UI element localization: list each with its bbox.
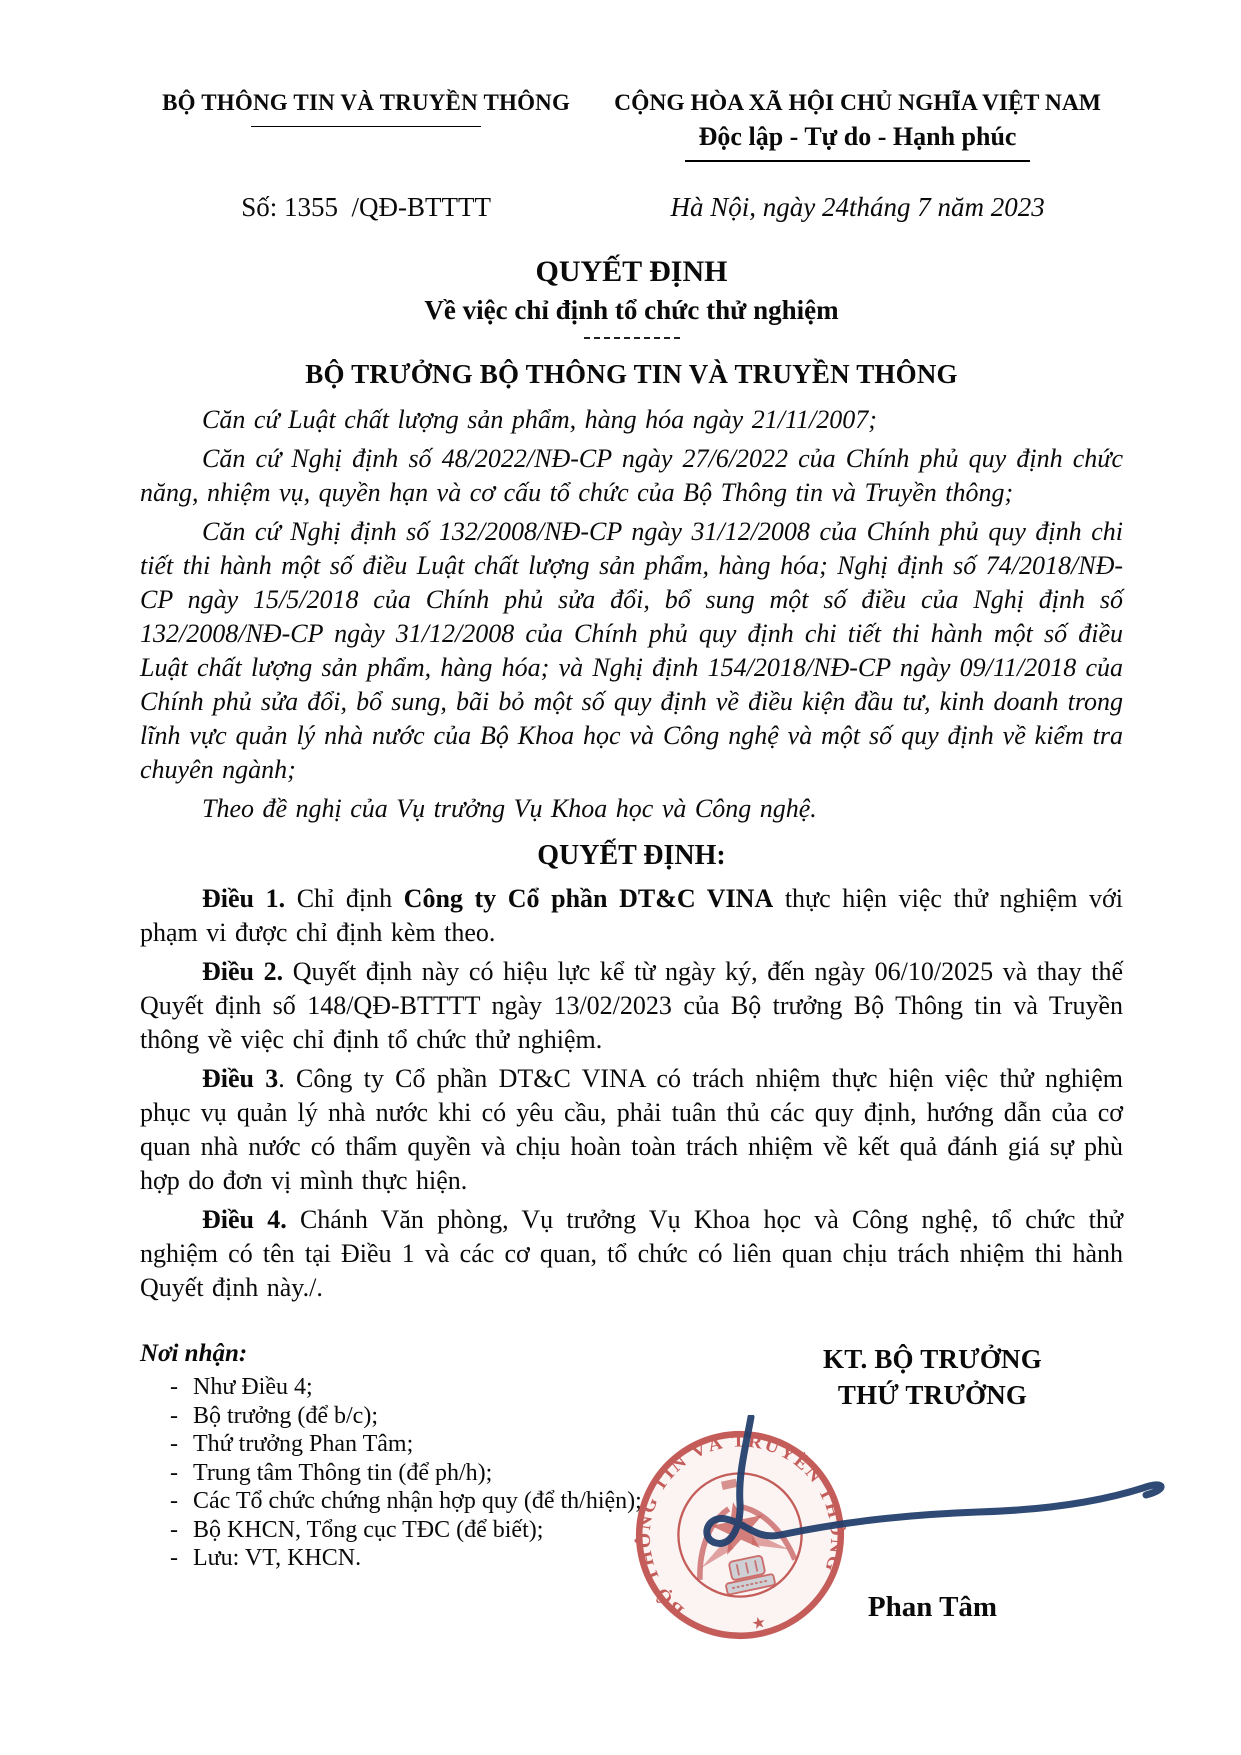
document-header [140,88,1123,162]
dash-bullet: - [170,1431,178,1457]
preamble-paragraph-4: Theo đề nghị của Vụ trưởng Vụ Khoa học và Công nghệ. [202,794,817,823]
recipient-item [140,1516,700,1545]
recipient-text: Các Tổ chức chứng nhận hợp quy (để th/hiện); [193,1488,642,1514]
doc-number: Số: 1355 /QĐ-BTTTT [241,192,491,222]
seal-bottom-star-icon: ★ [750,1613,768,1634]
dash-bullet: - [170,1402,178,1429]
preamble-paragraph-2: Căn cứ Nghị định số 48/2022/NĐ-CP ngày 27/6/2022 của Chính phủ quy định chức năng, nhiệm vụ, quyền hạn và cơ cấu tổ chức của Bộ Thông tin và Truyền thông; [140,444,1123,507]
org-name: BỘ THÔNG TIN VÀ TRUYỀN THÔNG [162,90,571,115]
motto-underline [685,160,1030,162]
article-4-text: Chánh Văn phòng, Vụ trưởng Vụ Khoa học và Công nghệ, tổ chức thử nghiệm có tên tại Điều 1 và các cơ quan, tổ chức có liên quan chịu trách nhiệm thi hành Quyết định này./. [140,1205,1123,1302]
dash-bullet: - [170,1545,178,1571]
article-2-text: Quyết định này có hiệu lực kể từ ngày ký, đến ngày 06/10/2025 và thay thế Quyết định số 148/QĐ-BTTTT ngày 13/02/2023 của Bộ trưởng Bộ Thông tin và Truyền thông về việc chỉ định tổ chức thử nghiệm. [140,957,1124,1054]
subtitle-dash-rule [584,337,680,339]
recipient-text: Bộ trưởng (để b/c); [193,1402,378,1429]
header-org-block [140,88,592,162]
article-1-company: Công ty Cổ phần DT&C VINA [403,884,774,913]
recipient-item [140,1373,700,1402]
recipient-text: Như Điều 4; [193,1374,313,1400]
kt-bo-truong-line: KT. BỘ TRƯỞNG [823,1344,1042,1374]
doc-subtitle: Về việc chỉ định tổ chức thử nghiệm [424,295,839,325]
article-3-text: . Công ty Cổ phần DT&C VINA có trách nhiệm thực hiện việc thử nghiệm phục vụ quản lý nhà nước khi có yêu cầu, phải tuân thủ các quy định, hướng dẫn của cơ quan nhà nước có thẩm quyền và chịu hoàn toàn trách nhiệm về kết quả đánh giá sự phù hợp do đơn vị mình thực hiện. [140,1064,1124,1195]
recipient-item [140,1430,700,1459]
recipient-item [140,1544,700,1573]
doc-title: QUYẾT ĐỊNH [535,255,728,288]
issuer-line: BỘ TRƯỞNG BỘ THÔNG TIN VÀ TRUYỀN THÔNG [305,359,958,389]
national-title: CỘNG HÒA XÃ HỘI CHỦ NGHĨA VIỆT NAM [614,90,1101,116]
org-name-underline [251,126,481,127]
recipient-text: Thứ trưởng Phan Tâm; [193,1431,414,1457]
article-1-text-pre: Chỉ định [285,884,404,913]
dash-bullet: - [170,1459,178,1486]
header-national-block [592,88,1123,162]
article-1 [140,882,1123,950]
article-1-text-post: thực hiện việc thử nghiệm với phạm vi được chỉ định kèm theo. [140,884,1123,947]
recipient-text: Bộ KHCN, Tổng cục TĐC (để biết); [193,1516,544,1543]
article-1-lead: Điều 1. [202,884,286,913]
preamble-paragraph-3: Căn cứ Nghị định số 132/2008/NĐ-CP ngày 31/12/2008 của Chính phủ quy định chi tiết thi hành một số điều Luật chất lượng sản phẩm, hàng hóa; Nghị định số 74/2018/NĐ-CP ngày 15/5/2018 của Chính phủ sửa đổi, bổ sung một số điều của Nghị định số 132/2008/NĐ-CP ngày 31/12/2008 của Chính phủ quy định chi tiết thi hành một số điều Luật chất lượng sản phẩm, hàng hóa; và Nghị định 154/2018/NĐ-CP ngày 09/11/2018 của Chính phủ sửa đổi, bổ sung, bãi bỏ một số quy định về điều kiện đầu tư, kinh doanh trong lĩnh vực quản lý nhà nước của Bộ Khoa học và Công nghệ và một số quy định về kiểm tra chuyên ngành; [140,517,1123,784]
thu-truong-line: THỨ TRƯỞNG [837,1380,1028,1410]
article-2-lead: Điều 2. [202,957,284,986]
signer-name: Phan Tâm [867,1591,998,1623]
article-2 [140,955,1123,1057]
recipients-list [140,1373,700,1573]
document-footer [140,1339,1123,1739]
recipient-item [140,1487,700,1516]
article-4-lead: Điều 4. [202,1205,287,1234]
title-block [140,253,1123,339]
article-4 [140,1203,1123,1305]
recipient-text: Lưu: VT, KHCN. [193,1545,362,1571]
article-3-lead: Điều 3 [202,1064,279,1093]
document-body [140,403,1123,1305]
signature-stroke [707,1417,1161,1543]
recipient-text: Trung tâm Thông tin (để ph/h); [193,1459,493,1486]
decision-heading: QUYẾT ĐỊNH: [537,840,726,871]
dash-bullet: - [170,1488,178,1514]
seal-ring-text: BỘ THÔNG TIN VÀ TRUYỀN THÔNG [633,1430,848,1621]
recipient-item [140,1459,700,1488]
recipient-item [140,1402,700,1431]
recipients-label: Nơi nhận: [140,1340,248,1367]
handwritten-signature [688,1415,1188,1565]
dash-bullet: - [170,1374,178,1400]
signing-authority-block [760,1341,1105,1413]
national-motto: Độc lập - Tự do - Hạnh phúc [698,122,1017,151]
dash-bullet: - [170,1516,178,1543]
recipients-block [140,1339,700,1573]
place-date: Hà Nội, ngày 24tháng 7 năm 2023 [670,192,1045,222]
preamble-paragraph-1: Căn cứ Luật chất lượng sản phẩm, hàng hóa ngày 21/11/2007; [202,405,877,434]
article-3 [140,1062,1123,1198]
header-subrow [140,192,1123,223]
